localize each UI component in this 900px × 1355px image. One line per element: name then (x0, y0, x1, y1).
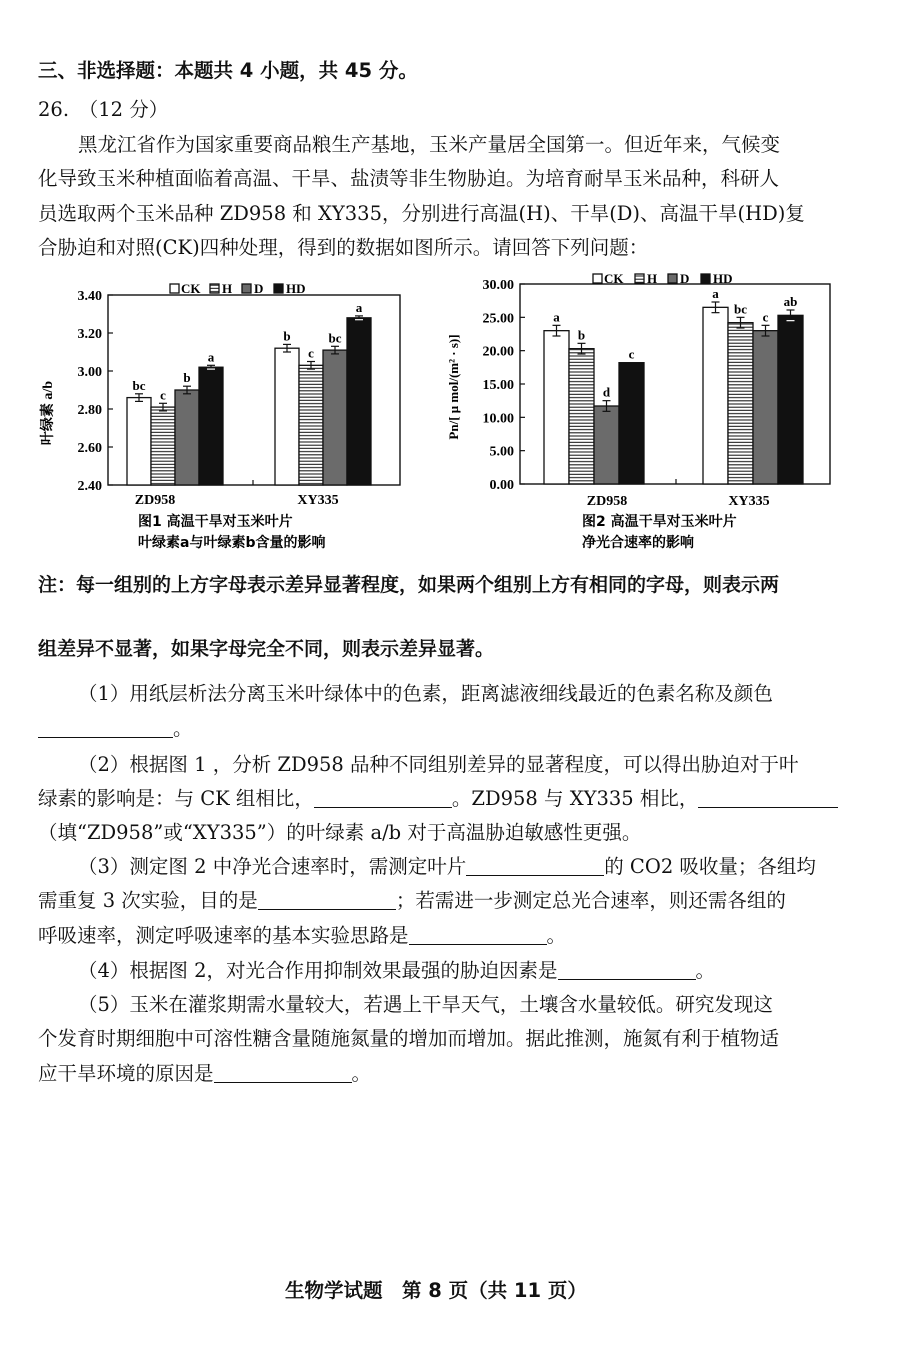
answer-blank[interactable] (409, 924, 547, 945)
q2-part: 。ZD958 与 XY335 相比， (451, 787, 699, 810)
plot-area-1 (78, 289, 401, 494)
y-axis-label-1: 叶绿素 a/b (41, 380, 56, 446)
answer-blank[interactable] (214, 1062, 352, 1083)
y-tick-label: 2.80 (77, 403, 102, 418)
q3-line1 (78, 854, 816, 880)
legend-swatch-h (210, 284, 219, 293)
bar-hd (619, 363, 644, 484)
q1-tail: 。 (173, 717, 193, 740)
significance-letter: ab (783, 294, 798, 309)
bar-h (728, 323, 753, 484)
x-tick-label: ZD958 (134, 493, 176, 508)
significance-letter: bc (132, 377, 146, 393)
y-tick-label: 3.00 (77, 365, 102, 380)
q4-line (78, 958, 715, 984)
q5-part: 应干旱环境的原因是 (38, 1062, 214, 1085)
y-tick-label: 10.00 (482, 411, 514, 427)
intro-line: 黑龙江省作为国家重要商品粮生产基地，玉米产量居全国第一。但近年来，气候变 (78, 133, 781, 156)
significance-letter: bc (734, 301, 747, 317)
legend-label: CK (181, 281, 201, 296)
q5-line3 (38, 1061, 371, 1087)
y-tick-label: 20.00 (482, 344, 514, 360)
q4-part: （4）根据图 2，对光合作用抑制效果最强的胁迫因素是 (78, 959, 558, 982)
q3-part: 需重复 3 次实验，目的是 (38, 889, 258, 912)
y-tick-label: 0.00 (489, 478, 514, 493)
legend-label: CK (604, 271, 624, 286)
y-tick-label: 2.60 (77, 441, 102, 456)
bar-h (299, 365, 323, 485)
bar-hd (347, 318, 371, 485)
significance-letter: a (207, 349, 215, 365)
plot-area-2 (483, 278, 831, 493)
bar-ck (275, 348, 299, 485)
bar-ck (127, 398, 151, 485)
legend-label: HD (713, 271, 733, 286)
q2-part: 绿素的影响是：与 CK 组相比， (38, 787, 314, 810)
y-tick-label: 3.20 (77, 327, 102, 342)
legend-swatch-h (635, 274, 644, 283)
significance-letter: c (762, 309, 769, 325)
bar-d (323, 350, 347, 485)
bar-hd (778, 315, 803, 484)
y-tick-label: 25.00 (482, 311, 514, 327)
bar-h (569, 349, 594, 484)
x-tick-label: XY335 (728, 494, 770, 509)
note-line: 组差异不显著，如果字母完全不同，则表示差异显著。 (38, 638, 495, 660)
q2-text: （2）根据图 1 ，分析 ZD958 品种不同组别差异的显著程度，可以得出胁迫对于叶 (78, 753, 799, 776)
bar-d (753, 331, 778, 484)
significance-letter: c (628, 346, 635, 362)
figure-2-subtitle: 净光合速率的影响 (582, 535, 694, 551)
q3-line2 (38, 888, 786, 914)
legend-label: D (680, 271, 690, 286)
bar-h (151, 407, 175, 485)
note-line: 注：每一组别的上方字母表示差异显著程度，如果两个组别上方有相同的字母，则表示两 (38, 574, 780, 596)
figure-2 (440, 262, 860, 558)
significance-letter: b (283, 328, 291, 344)
y-tick-label: 15.00 (482, 378, 514, 393)
significance-letter: c (308, 345, 314, 361)
q5-line2: 个发育时期细胞中可溶性糖含量随施氮量的增加而增加。据此推测，施氮有利于植物适 (38, 1027, 780, 1050)
answer-blank[interactable] (558, 959, 696, 980)
figure-1-subtitle: 叶绿素a与叶绿素b含量的影响 (138, 535, 326, 551)
question-number: 26. （12 分） (38, 98, 169, 121)
figure-1-title: 图1 高温干旱对玉米叶片 (138, 514, 293, 530)
significance-letter: a (712, 286, 719, 301)
legend-swatch-ck (593, 274, 602, 283)
intro-line: 化导致玉米种植面临着高温、干旱、盐渍等非生物胁迫。为培育耐旱玉米品种，科研人 (38, 167, 780, 190)
x-tick-label: XY335 (297, 493, 339, 508)
bar-d (175, 390, 199, 485)
bar-hd (199, 367, 223, 485)
bar-ck (703, 307, 728, 484)
legend-label: H (222, 281, 233, 296)
y-tick-label: 5.00 (489, 444, 514, 460)
answer-blank[interactable] (466, 855, 604, 876)
y-tick-label: 3.40 (77, 289, 102, 304)
legend-swatch-d (242, 284, 251, 293)
answer-blank[interactable] (698, 787, 838, 808)
q4-part: 。 (695, 959, 716, 982)
y-tick-label: 2.40 (77, 479, 102, 494)
q2-line3: （填“ZD958”或“XY335”）的叶绿素 a/b 对于高温胁迫敏感性更强。 (38, 821, 642, 844)
page-footer: 生物学试题 第 8 页（共 11 页） (285, 1279, 587, 1302)
significance-letter: c (160, 387, 166, 403)
intro-line: 合胁迫和对照(CK)四种处理，得到的数据如图所示。请回答下列问题： (38, 236, 649, 259)
q3-part: 。 (546, 924, 567, 947)
significance-letter: a (355, 299, 363, 315)
legend-label: H (647, 271, 658, 286)
answer-blank[interactable] (258, 889, 396, 910)
q3-part: 的 CO2 吸收量；各组均 (604, 855, 816, 878)
q5-line1: （5）玉米在灌浆期需水量较大，若遇上干旱天气，土壤含水量较低。研究发现这 (78, 993, 773, 1016)
q5-part: 。 (351, 1062, 372, 1085)
legend-swatch-d (668, 274, 677, 283)
q3-part: ；若需进一步测定总光合速率，则还需各组的 (395, 889, 786, 912)
q2-line2 (38, 786, 838, 812)
figure-2-title: 图2 高温干旱对玉米叶片 (582, 514, 737, 530)
q3-part: 呼吸速率，测定呼吸速率的基本实验思路是 (38, 924, 409, 947)
legend-label: HD (286, 281, 306, 296)
legend-swatch-hd (701, 274, 710, 283)
y-tick-label: 30.00 (482, 278, 514, 293)
legend-swatch-ck (170, 284, 179, 293)
bar-ck (544, 331, 569, 484)
x-tick-label: ZD958 (586, 494, 628, 509)
section-heading: 三、非选择题：本题共 4 小题，共 45 分。 (38, 59, 418, 82)
legend-label: D (254, 281, 264, 296)
y-axis-label-2: Pn/[ μ mol/(m² · s)] (446, 334, 461, 440)
answer-blank[interactable] (314, 787, 452, 808)
intro-line: 员选取两个玉米品种 ZD958 和 XY335，分别进行高温(H)、干旱(D)、高温干旱(HD)复 (38, 202, 805, 225)
q1-line2 (38, 716, 193, 742)
figure-1 (30, 268, 440, 558)
significance-letter: bc (328, 330, 342, 346)
legend-1 (170, 281, 306, 296)
legend-swatch-hd (274, 284, 283, 293)
significance-letter: b (577, 327, 586, 343)
bar-d (594, 406, 619, 484)
significance-letter: b (183, 370, 191, 386)
q3-part: （3）测定图 2 中净光合速率时，需测定叶片 (78, 855, 467, 878)
significance-letter: d (602, 384, 611, 400)
q3-line3 (38, 923, 566, 949)
answer-blank[interactable] (38, 717, 173, 738)
q1-text: （1）用纸层析法分离玉米叶绿体中的色素，距离滤液细线最近的色素名称及颜色 (78, 682, 773, 705)
significance-letter: a (553, 309, 560, 325)
